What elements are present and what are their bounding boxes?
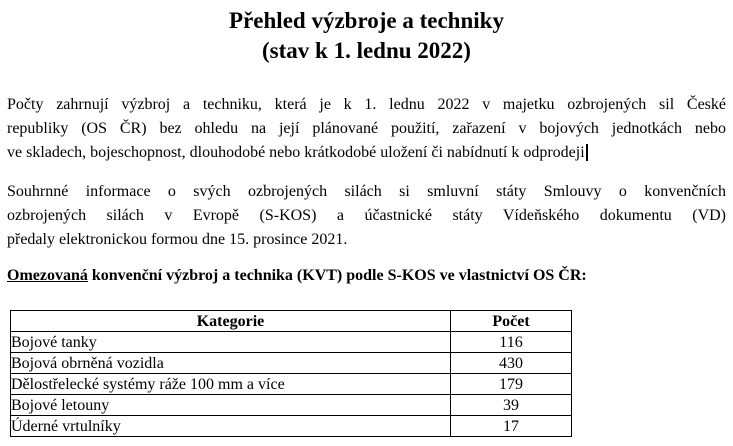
document-title-line-1: Přehled výzbroje a techniky	[229, 8, 504, 33]
table-row	[11, 374, 572, 395]
summary-paragraph-line-2: ozbrojených silách v Evropě (S-KOS) a účastnické státy Vídeňského dokumentu (VD)	[7, 207, 726, 224]
kvt-section-heading-rest: konvenční výzbroj a technika (KVT) podle S-KOS ve vlastnictví OS ČR:	[87, 267, 587, 284]
column-header-category: Kategorie	[11, 311, 451, 332]
document-title	[7, 6, 726, 66]
table-cell-count: 430	[451, 353, 572, 374]
column-header-count: Počet	[451, 311, 572, 332]
kvt-table	[10, 310, 572, 437]
intro-paragraph-line-1: Počty zahrnují výzbroj a techniku, která je k 1. lednu 2022 v majetku ozbrojených sil České	[7, 96, 726, 113]
table-row	[11, 353, 572, 374]
document-title-line-2: (stav k 1. lednu 2022)	[262, 38, 471, 63]
intro-paragraph-line-2: republiky (OS ČR) bez ohledu na její plánované použití, zařazení v bojových jednotkách nebo	[7, 120, 726, 137]
summary-paragraph	[7, 180, 726, 252]
table-cell-count: 39	[451, 395, 572, 416]
table-cell-count: 179	[451, 374, 572, 395]
kvt-table-header-row	[11, 311, 572, 332]
kvt-section-heading	[7, 265, 726, 287]
kvt-section-heading-underlined-word: Omezovaná	[7, 267, 88, 284]
table-row	[11, 332, 572, 353]
table-row	[11, 416, 572, 437]
table-cell-category: Úderné vrtulníky	[11, 416, 451, 437]
intro-paragraph-line-3	[7, 141, 726, 165]
text-cursor-caret	[586, 144, 588, 161]
intro-paragraph-line-3-text: ve skladech, bojeschopnost, dlouhodobé nebo krátkodobé uložení či nabídnutí k odprodeji	[7, 144, 585, 161]
table-row	[11, 395, 572, 416]
table-cell-category: Bojové letouny	[11, 395, 451, 416]
table-cell-category: Bojové tanky	[11, 332, 451, 353]
table-cell-category: Dělostřelecké systémy ráže 100 mm a více	[11, 374, 451, 395]
summary-paragraph-line-3: předaly elektronickou formou dne 15. prosince 2021.	[7, 231, 348, 248]
table-cell-count: 17	[451, 416, 572, 437]
table-cell-category: Bojová obrněná vozidla	[11, 353, 451, 374]
intro-paragraph	[7, 93, 726, 165]
table-cell-count: 116	[451, 332, 572, 353]
summary-paragraph-line-1: Souhrnné informace o svých ozbrojených silách si smluvní státy Smlouvy o konvenčních	[7, 183, 726, 200]
